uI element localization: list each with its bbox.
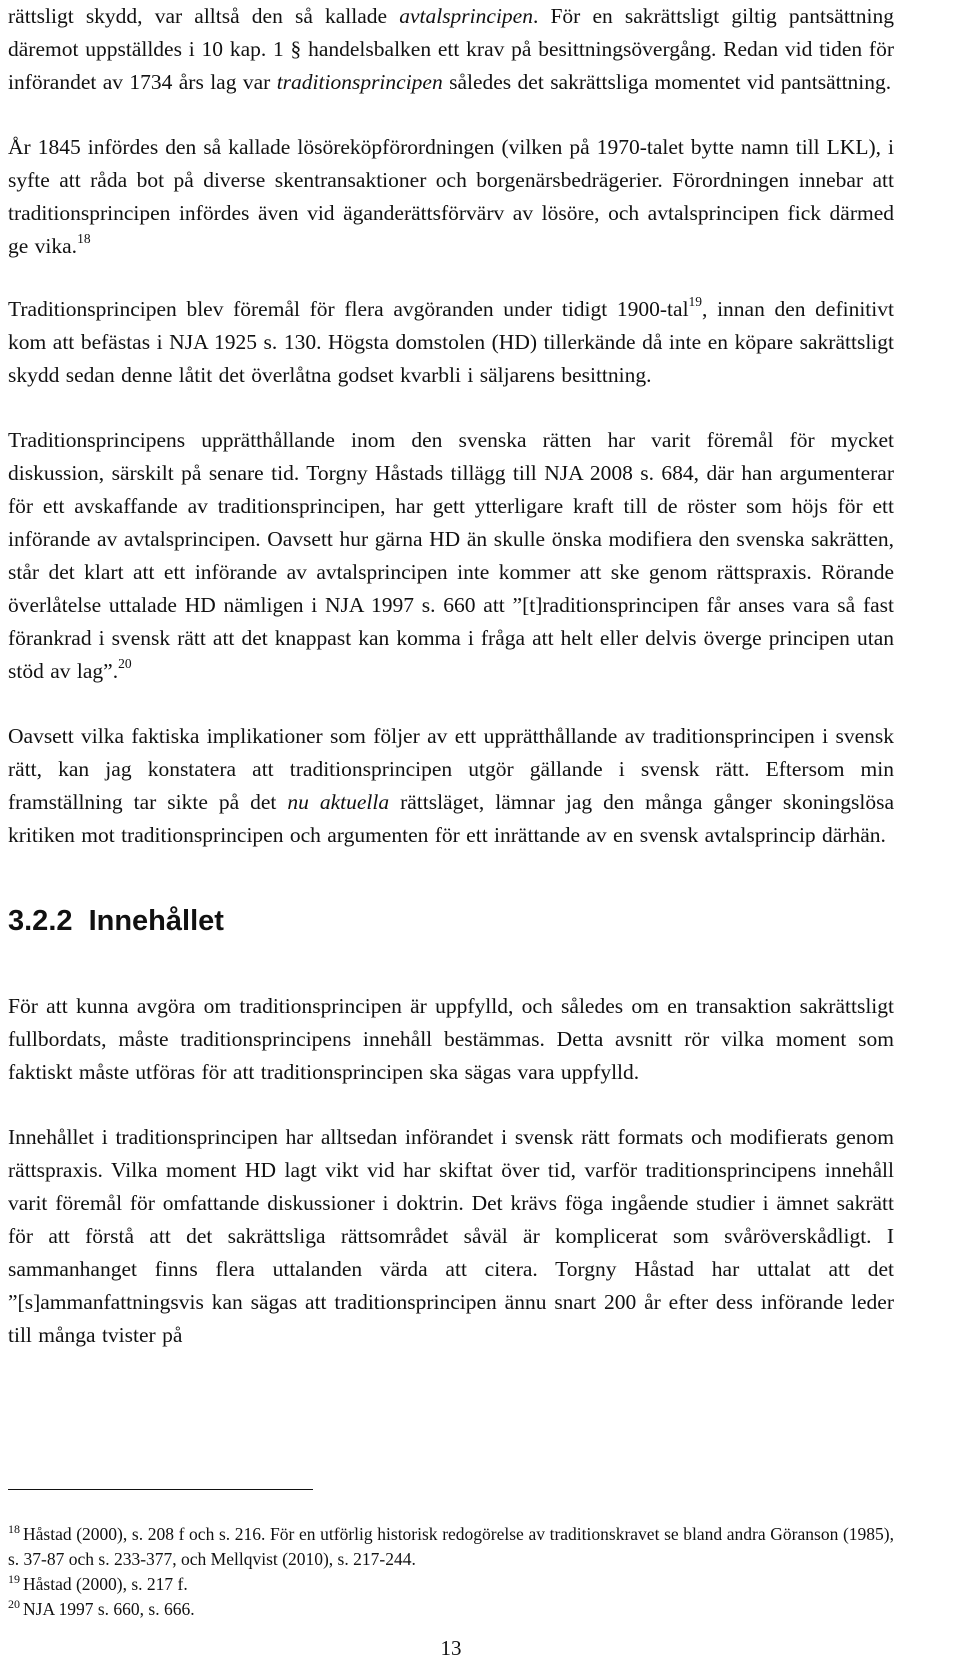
paragraph: [8, 0, 894, 99]
emphasis-text: avtalsprincipen: [399, 4, 533, 28]
footnote-number: 19: [8, 1572, 20, 1586]
paragraph-text: Traditionsprincipens upprätthållande inom den svenska rätten har varit föremål för mycket diskussion, särskilt på senare tid. Torgny Håstads tillägg till NJA 2008 s. 684, där han argumenterar för ett avskaffande av traditionsprincipen, har gett ytterligare kraft till de röster som höjs för ett införande av avtalsprincipen. Oavsett hur gärna HD än skulle önska modifiera den svenska sakrätten, står det klart att ett införande av avtalsprincipen inte kommer att ske genom rättspraxis. Rörande överlåtelse uttalade HD nämligen i NJA 1997 s. 660 att ”[t]raditionsprincipen får anses vara så fast förankrad i svensk rätt att det knappast kan komma i fråga att helt eller delvis överge principen utan stöd av lag”.: [8, 428, 894, 683]
footnote-number: 20: [8, 1597, 20, 1611]
paragraph-text: Oavsett vilka faktiska implikationer som följer av ett upprätthållande av traditionsprincipen i svensk rätt, kan jag konstatera att traditionsprincipen utgör gällande i svensk rätt. Eftersom min framställning tar sikte på det: [8, 724, 894, 814]
footnote-reference: 18: [77, 231, 91, 246]
paragraph-text: , innan den definitivt kom att befästas i NJA 1925 s. 130. Högsta domstolen (HD) tillerkände då inte en köpare sakrättsligt skydd sedan denne låtit det överlåtna godset kvarbli i säljarens besittning.: [8, 297, 894, 387]
body-text-top: [8, 0, 894, 852]
page-number: 13: [440, 1636, 462, 1660]
paragraph: [8, 1121, 894, 1352]
paragraph-text: Innehållet i traditionsprincipen har alltsedan införandet i svensk rätt formats och modifierats genom rättspraxis. Vilka moment HD lagt vikt vid har skiftat över tid, varför traditionsprincipens innehåll varit föremål för omfattande diskussioner i doktrin. Det krävs föga ingående studier i ämnet sakrätt för att förstå att det sakrättsliga rättsområdet såväl är komplicerat som svåröverskådligt. I sammanhanget finns flera uttalanden värda att citera. Torgny Håstad har uttalat att det ”[s]ammanfattningsvis kan sägas att traditionsprincipen ännu snart 200 år efter dess införande leder till många tvister på: [8, 1125, 894, 1347]
footnote-18: [8, 1522, 894, 1572]
emphasis-text: nu aktuella: [287, 790, 390, 814]
paragraph-text: För att kunna avgöra om traditionsprincipen är uppfylld, och således om en transaktion sakrättsligt fullbordats, måste traditionsprincipens innehåll bestämmas. Detta avsnitt rör vilka moment som faktiskt måste utföras för att traditionsprincipen ska sägas vara uppfylld.: [8, 994, 894, 1084]
paragraph: [8, 990, 894, 1089]
section-number: 3.2.2: [8, 905, 73, 937]
paragraph-text: rättsligt skydd, var alltså den så kallade: [8, 4, 400, 28]
paragraph: [8, 424, 894, 688]
section-title: Innehållet: [88, 905, 224, 937]
paragraph-text: således det sakrättsliga momentet vid pantsättning.: [442, 70, 892, 94]
footnote-text: Håstad (2000), s. 208 f och s. 216. För en utförlig historisk redogörelse av traditionskravet se bland andra Göranson (1985), s. 37-87 och s. 233-377, och Mellqvist (2010), s. 217-244.: [8, 1524, 894, 1569]
emphasis-text: traditionsprincipen: [276, 70, 443, 94]
footnote-19: [8, 1572, 894, 1597]
section-heading: [8, 903, 224, 939]
footnote-text: NJA 1997 s. 660, s. 666.: [23, 1599, 195, 1619]
body-text-bottom: [8, 990, 894, 1352]
paragraph-text: rättsläget, lämnar jag den många gånger skoningslösa kritiken mot traditionsprincipen och argumenten för ett inrättande av en svensk avtalsprincip därhän.: [8, 790, 894, 847]
footnotes: [8, 1522, 894, 1622]
paragraph: [8, 131, 894, 263]
paragraph-text: År 1845 infördes den så kallade lösöreköpförordningen (vilken på 1970-talet bytte namn till LKL), i syfte att råda bot på diverse skentransaktioner och borgenärsbedrägerier. Förordningen innebar att traditionsprincipen infördes även vid äganderättsförvärv av lösöre, och avtalsprincipen fick därmed ge vika.: [8, 135, 894, 258]
footnote-text: Håstad (2000), s. 217 f.: [23, 1574, 188, 1594]
paragraph-text: Traditionsprincipen blev föremål för flera avgöranden under tidigt 1900-tal: [8, 297, 689, 321]
footnote-separator: [8, 1489, 313, 1490]
footnote-reference: 19: [688, 294, 703, 309]
paragraph-text: . För en sakrättsligt giltig pantsättning däremot uppställdes i 10 kap. 1 § handelsbalken ett krav på besittningsövergång. Redan vid tiden för införandet av 1734 års lag var: [8, 4, 894, 94]
paragraph: [8, 293, 894, 392]
footnote-20: [8, 1597, 894, 1622]
footnote-number: 18: [8, 1522, 20, 1536]
paragraph: [8, 720, 894, 852]
footnote-reference: 20: [118, 656, 132, 671]
